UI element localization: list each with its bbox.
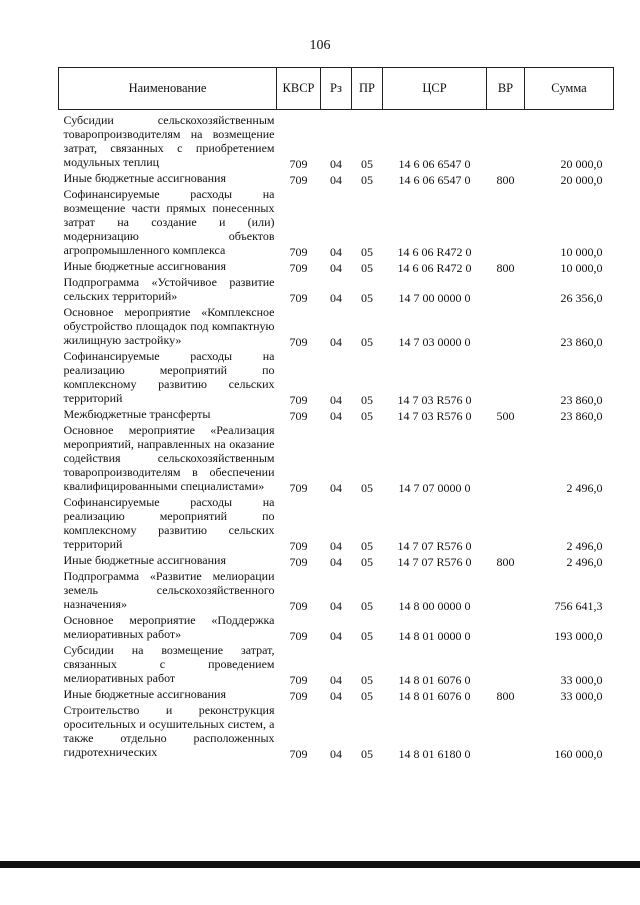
cell-csr: 14 8 01 6076 0 [398,689,471,703]
cell-vr [487,349,525,407]
cell-sum: 193 000,0 [554,629,603,643]
cell-pr: 05 [361,629,373,643]
bottom-rule [0,861,640,868]
cell-rz: 04 [330,291,342,305]
cell-sum: 160 000,0 [554,747,603,761]
cell-name: Основное мероприятие «Комплексное обустройство площадок под компактную жилищную застройку» [63,305,275,347]
page-number: 106 [309,38,331,53]
table-row [59,423,614,495]
cell-kvsr: 709 [289,673,308,687]
cell-rz: 04 [330,393,342,407]
cell-name: Софинансируемые расходы на реализацию мероприятий по комплексному развитию сельских территорий [63,495,275,551]
cell-pr: 05 [361,747,373,761]
table-row [59,171,614,187]
cell-csr: 14 8 01 6076 0 [398,673,471,687]
cell-rz: 04 [330,673,342,687]
table-row [59,553,614,569]
cell-rz: 04 [330,261,342,275]
cell-name: Подпрограмма «Развитие мелиорации земель сельскохозяйственного назначения» [63,569,275,611]
cell-rz: 04 [330,629,342,643]
header-vr: ВР [487,68,525,110]
header-rz: Рз [321,68,352,110]
cell-kvsr: 709 [289,747,308,761]
cell-rz: 04 [330,539,342,553]
cell-sum: 33 000,0 [560,689,603,703]
cell-csr: 14 7 03 0000 0 [398,335,471,349]
cell-pr: 05 [361,689,373,703]
cell-sum: 10 000,0 [560,261,603,275]
cell-pr: 05 [361,173,373,187]
cell-pr: 05 [361,335,373,349]
table-row [59,349,614,407]
cell-name: Основное мероприятие «Реализация мероприятий, направленных на оказание содействия сельскохозяйственным товаропроизводителям в обеспечении квалифицированными специалистами» [63,423,275,493]
cell-name: Подпрограмма «Устойчивое развитие сельских территорий» [63,275,275,303]
cell-name: Иные бюджетные ассигнования [63,687,226,701]
cell-name: Софинансируемые расходы на возмещение части прямых понесенных затрат на создание и (или) модернизацию объектов агропромышленного комплекса [63,187,275,257]
cell-sum: 23 860,0 [560,335,603,349]
cell-csr: 14 6 06 6547 0 [398,157,471,171]
cell-csr: 14 7 03 R576 0 [397,393,472,407]
budget-table [58,67,614,761]
cell-csr: 14 7 03 R576 0 [397,409,472,423]
cell-vr [487,613,525,643]
header-name: Наименование [59,68,277,110]
cell-rz: 04 [330,689,342,703]
cell-pr: 05 [361,245,373,259]
cell-pr: 05 [361,481,373,495]
cell-sum: 2 496,0 [566,539,603,553]
cell-vr [487,703,525,761]
cell-sum: 26 356,0 [560,291,603,305]
cell-name: Основное мероприятие «Поддержка мелиоративных работ» [63,613,275,641]
cell-csr: 14 7 07 R576 0 [397,539,472,553]
cell-vr [487,569,525,613]
cell-kvsr: 709 [289,539,308,553]
cell-csr: 14 7 07 0000 0 [398,481,471,495]
cell-rz: 04 [330,245,342,259]
cell-csr: 14 6 06 R472 0 [397,245,472,259]
cell-rz: 04 [330,747,342,761]
cell-rz: 04 [330,599,342,613]
cell-kvsr: 709 [289,629,308,643]
cell-csr: 14 8 00 0000 0 [398,599,471,613]
cell-pr: 05 [361,393,373,407]
cell-vr [487,275,525,305]
cell-rz: 04 [330,335,342,349]
table-row [59,275,614,305]
cell-pr: 05 [361,599,373,613]
cell-kvsr: 709 [289,291,308,305]
cell-name: Строительство и реконструкция оросительных и осушительных систем, а также отдельно расположенных гидротехнических [63,703,275,759]
cell-kvsr: 709 [289,599,308,613]
header-sum: Сумма [525,68,614,110]
cell-sum: 756 641,3 [554,599,603,613]
cell-pr: 05 [361,539,373,553]
cell-vr [487,423,525,495]
cell-pr: 05 [361,555,373,569]
cell-csr: 14 8 01 6180 0 [398,747,471,761]
cell-kvsr: 709 [289,409,308,423]
cell-kvsr: 709 [289,689,308,703]
cell-sum: 10 000,0 [560,245,603,259]
cell-vr [487,643,525,687]
cell-rz: 04 [330,555,342,569]
table-row [59,613,614,643]
table-row [59,407,614,423]
cell-sum: 2 496,0 [566,481,603,495]
cell-sum: 2 496,0 [566,555,603,569]
cell-sum: 33 000,0 [560,673,603,687]
cell-pr: 05 [361,291,373,305]
cell-vr [487,187,525,259]
table-row [59,703,614,761]
cell-kvsr: 709 [289,335,308,349]
cell-sum: 20 000,0 [560,173,603,187]
header-csr: ЦСР [383,68,487,110]
cell-name: Иные бюджетные ассигнования [63,171,226,185]
cell-name: Софинансируемые расходы на реализацию мероприятий по комплексному развитию сельских территорий [63,349,275,405]
table-row [59,187,614,259]
cell-vr: 800 [496,173,515,187]
cell-kvsr: 709 [289,481,308,495]
table-row [59,687,614,703]
cell-rz: 04 [330,409,342,423]
cell-pr: 05 [361,673,373,687]
table-row [59,259,614,275]
cell-rz: 04 [330,173,342,187]
cell-vr [487,110,525,172]
cell-kvsr: 709 [289,157,308,171]
cell-csr: 14 6 06 R472 0 [397,261,472,275]
cell-vr [487,305,525,349]
cell-vr: 800 [496,555,515,569]
table-row [59,643,614,687]
header-kvsr: КВСР [277,68,321,110]
cell-kvsr: 709 [289,173,308,187]
cell-csr: 14 7 07 R576 0 [397,555,472,569]
cell-vr: 500 [496,409,515,423]
cell-kvsr: 709 [289,393,308,407]
table-row [59,110,614,172]
table-row [59,495,614,553]
cell-vr: 800 [496,689,515,703]
cell-csr: 14 6 06 6547 0 [398,173,471,187]
cell-name: Субсидии на возмещение затрат, связанных с проведением мелиоративных работ [63,643,275,685]
cell-pr: 05 [361,261,373,275]
cell-kvsr: 709 [289,555,308,569]
cell-vr: 800 [496,261,515,275]
cell-name: Субсидии сельскохозяйственным товаропроизводителям на возмещение затрат, связанных с приобретением модульных теплиц [63,113,275,169]
cell-pr: 05 [361,409,373,423]
cell-rz: 04 [330,481,342,495]
table-header-row [59,68,614,110]
table-row [59,569,614,613]
cell-pr: 05 [361,157,373,171]
cell-sum: 20 000,0 [560,157,603,171]
cell-name: Иные бюджетные ассигнования [63,259,226,273]
cell-sum: 23 860,0 [560,409,603,423]
cell-sum: 23 860,0 [560,393,603,407]
table-row [59,305,614,349]
cell-name: Иные бюджетные ассигнования [63,553,226,567]
cell-name: Межбюджетные трансферты [63,407,211,421]
cell-kvsr: 709 [289,245,308,259]
cell-kvsr: 709 [289,261,308,275]
header-pr: ПР [352,68,383,110]
cell-rz: 04 [330,157,342,171]
cell-vr [487,495,525,553]
cell-csr: 14 8 01 0000 0 [398,629,471,643]
cell-csr: 14 7 00 0000 0 [398,291,471,305]
